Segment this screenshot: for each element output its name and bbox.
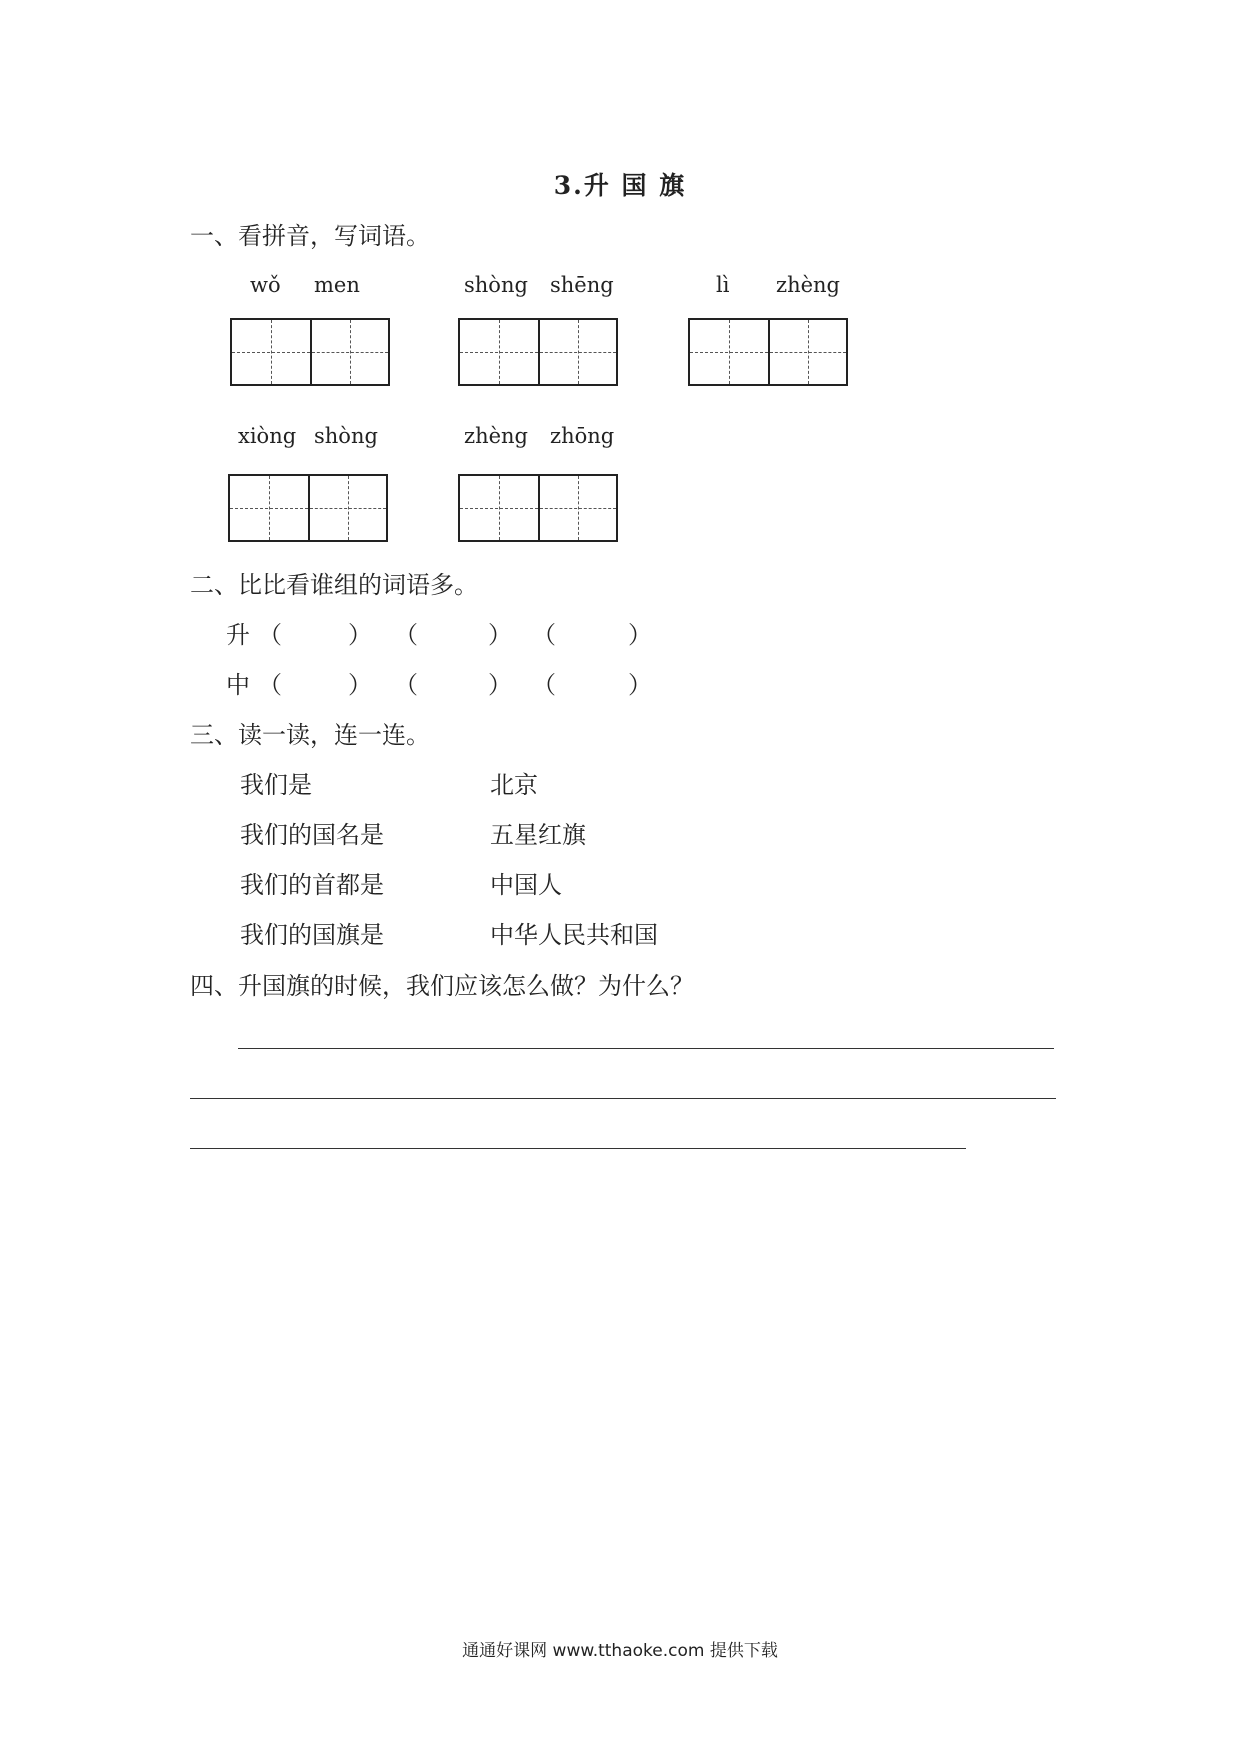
writing-grid[interactable] xyxy=(458,474,618,542)
pinyin: shēng xyxy=(550,273,614,297)
pinyin: shòng xyxy=(464,273,528,297)
answer-line[interactable] xyxy=(190,1098,1056,1099)
match-left-item[interactable]: 我们的国旗是 xyxy=(240,921,384,949)
pinyin: xiòng xyxy=(238,424,297,448)
page-title: 3.升 国 旗 xyxy=(553,171,687,200)
match-right-item[interactable]: 北京 xyxy=(490,771,538,799)
section-3-heading: 三、读一读，连一连。 xyxy=(190,721,430,749)
paren-close: ） xyxy=(628,671,652,699)
answer-line[interactable] xyxy=(238,1048,1054,1049)
pinyin: zhèng xyxy=(464,424,528,448)
section-1-heading: 一、看拼音，写词语。 xyxy=(190,222,430,250)
word-group-row xyxy=(226,670,250,700)
paren-open: （ xyxy=(394,671,418,699)
paren-open: （ xyxy=(394,621,418,649)
paren-close: ） xyxy=(628,621,652,649)
answer-line[interactable] xyxy=(190,1148,966,1149)
writing-grid[interactable] xyxy=(688,318,848,386)
section-2-heading: 二、比比看谁组的词语多。 xyxy=(190,571,478,599)
match-right-item[interactable]: 中国人 xyxy=(490,871,562,899)
section-4-heading: 四、升国旗的时候，我们应该怎么做？为什么？ xyxy=(190,972,694,1000)
pinyin: zhèng xyxy=(776,273,840,297)
word-group-row xyxy=(226,620,250,650)
match-left-item[interactable]: 我们的国名是 xyxy=(240,821,384,849)
pinyin: lì xyxy=(716,273,730,297)
pinyin: shòng xyxy=(314,424,378,448)
pinyin: zhōng xyxy=(550,424,615,448)
paren-close: ） xyxy=(488,621,512,649)
paren-close: ） xyxy=(348,671,372,699)
paren-open: （ xyxy=(532,671,556,699)
paren-close: ） xyxy=(348,621,372,649)
footer-text: 通通好课网 www.tthaoke.com 提供下载 xyxy=(462,1641,778,1661)
pinyin: men xyxy=(314,273,360,297)
paren-open: （ xyxy=(258,671,282,699)
paren-open: （ xyxy=(532,621,556,649)
pinyin: wǒ xyxy=(250,273,281,297)
match-right-item[interactable]: 五星红旗 xyxy=(490,821,586,849)
match-left-item[interactable]: 我们是 xyxy=(240,771,312,799)
writing-grid[interactable] xyxy=(230,318,390,386)
writing-grid[interactable] xyxy=(458,318,618,386)
match-left-item[interactable]: 我们的首都是 xyxy=(240,871,384,899)
match-right-item[interactable]: 中华人民共和国 xyxy=(490,921,658,949)
paren-close: ） xyxy=(488,671,512,699)
paren-open: （ xyxy=(258,621,282,649)
base-char: 升 xyxy=(226,621,250,649)
base-char: 中 xyxy=(226,671,250,699)
writing-grid[interactable] xyxy=(228,474,388,542)
